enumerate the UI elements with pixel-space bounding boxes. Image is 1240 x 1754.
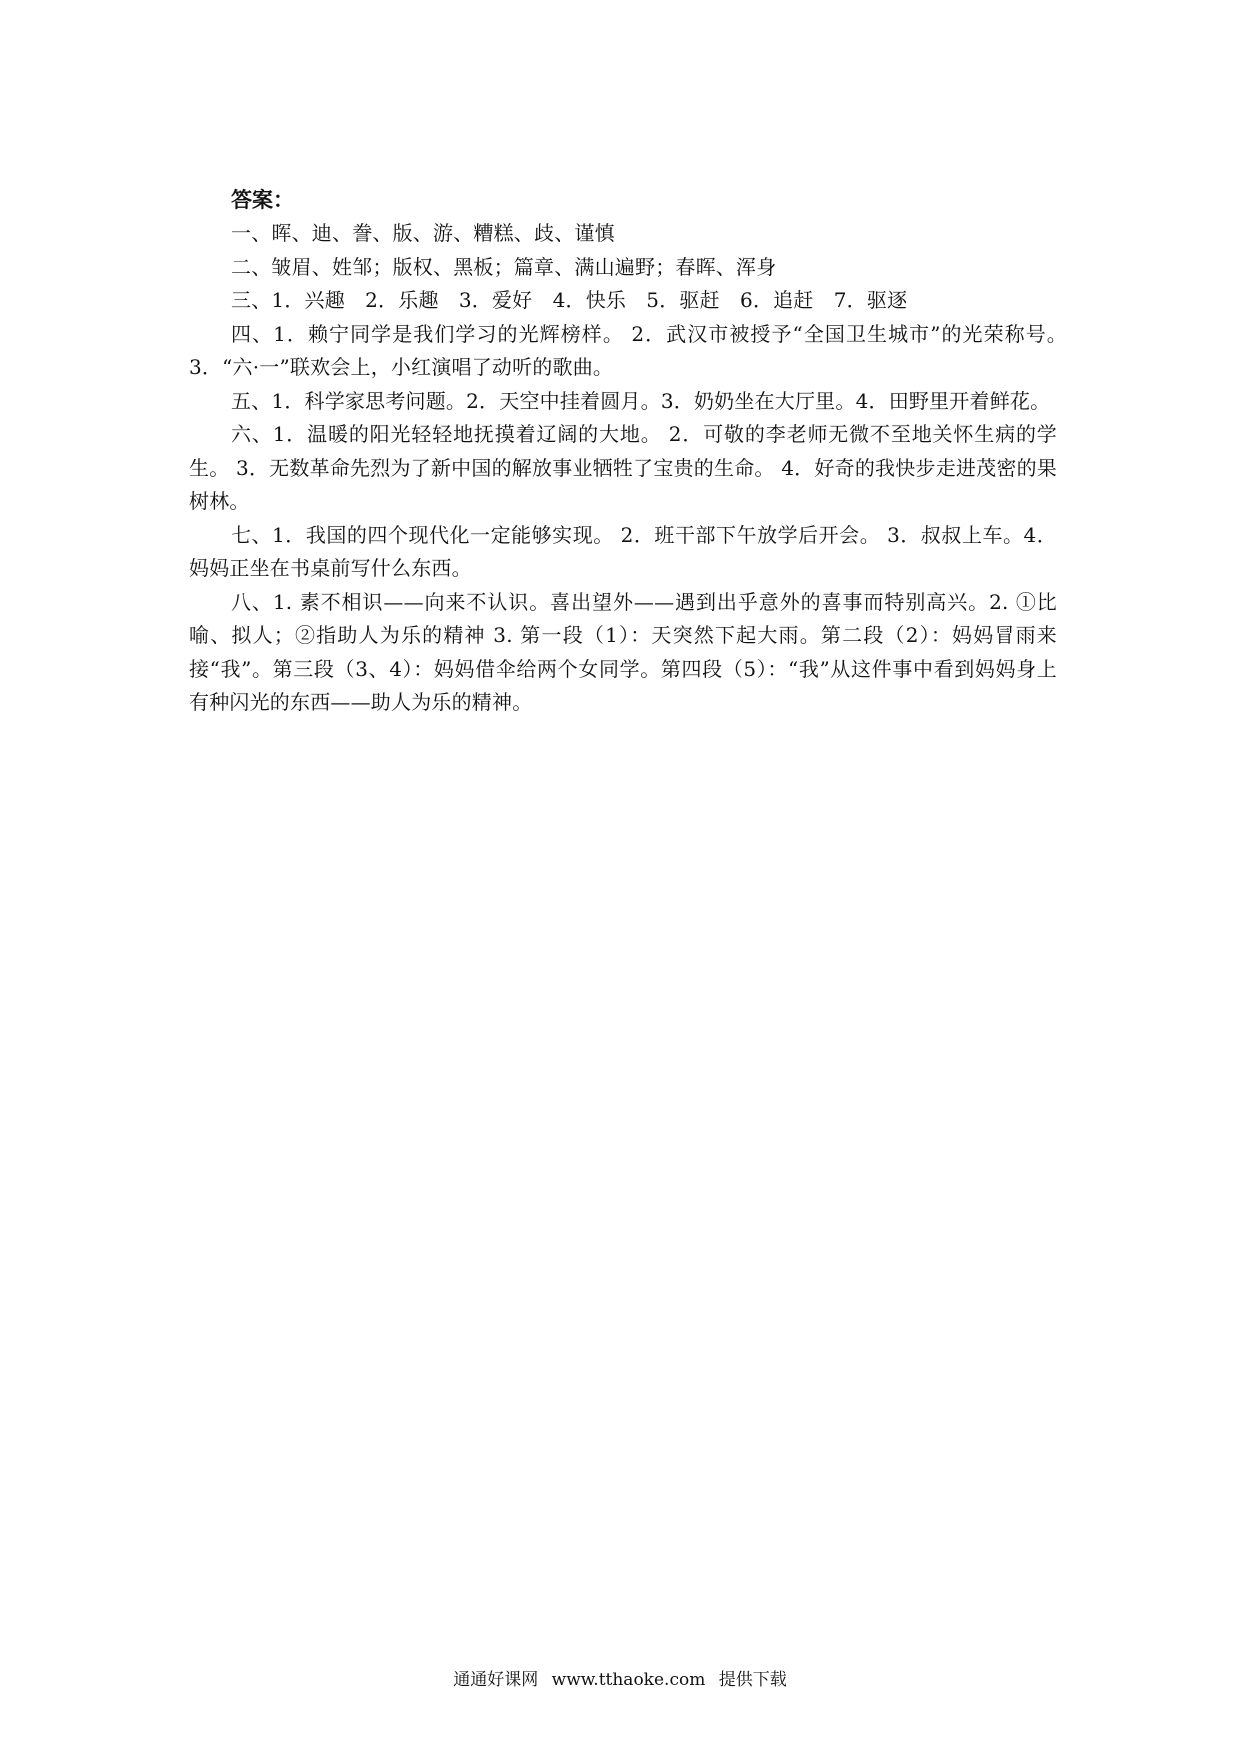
- answer-section: [189, 183, 1098, 720]
- answer-item-5: 五、1．科学家思考问题。2．天空中挂着圆月。3．奶奶坐在大厅里。4．田野里开着鲜花。: [231, 388, 1051, 413]
- answer-item-4: 四、1．赖宁同学是我们学习的光辉榜样。 2．武汉市被授予“全国卫生城市”的光荣称号。 3．“六·一”联欢会上，小红演唱了动听的歌曲。: [189, 321, 1098, 379]
- answer-item-8: 八、1. 素不相识——向来不认识。喜出望外——遇到出乎意外的喜事而特别高兴。2. ①比喻、拟人；②指助人为乐的精神 3. 第一段（1）：天突然下起大雨。第二段（2）：妈妈冒雨来接“我”。第三段（3、4）：妈妈借伞给两个女同学。第四段（5）：“我”从这件事中看到妈妈身上有种闪光的东西——助人为乐的精神。: [189, 589, 1057, 714]
- footer-suffix: 提供下载: [718, 1670, 787, 1690]
- footer-site-name: 通通好课网: [453, 1670, 539, 1690]
- answer-item-1: 一、晖、迪、誊、版、游、糟糕、歧、谨慎: [231, 221, 615, 245]
- page-footer: [0, 1668, 1240, 1692]
- answer-item-3: 三、1．兴趣 2．乐趣 3．爱好 4．快乐 5．驱赶 6．追赶 7．驱逐: [231, 288, 908, 312]
- answer-heading: 答案：: [231, 187, 294, 212]
- answer-item-7: 七、1．我国的四个现代化一定能够实现。 2．班干部下午放学后开会。 3．叔叔上车。4．妈妈正坐在书桌前写什么东西。: [189, 522, 1057, 580]
- answer-item-2: 二、皱眉、姓邹；版权、黑板；篇章、满山遍野；春晖、浑身: [231, 254, 777, 279]
- answer-item-6: 六、1．温暖的阳光轻轻地抚摸着辽阔的大地。 2．可敬的李老师无微不至地关怀生病的学生。 3．无数革命先烈为了新中国的解放事业牺牲了宝贵的生命。 4．好奇的我快步走进茂密的果树林。: [189, 422, 1057, 513]
- footer-url[interactable]: www.tthaoke.com: [551, 1670, 706, 1690]
